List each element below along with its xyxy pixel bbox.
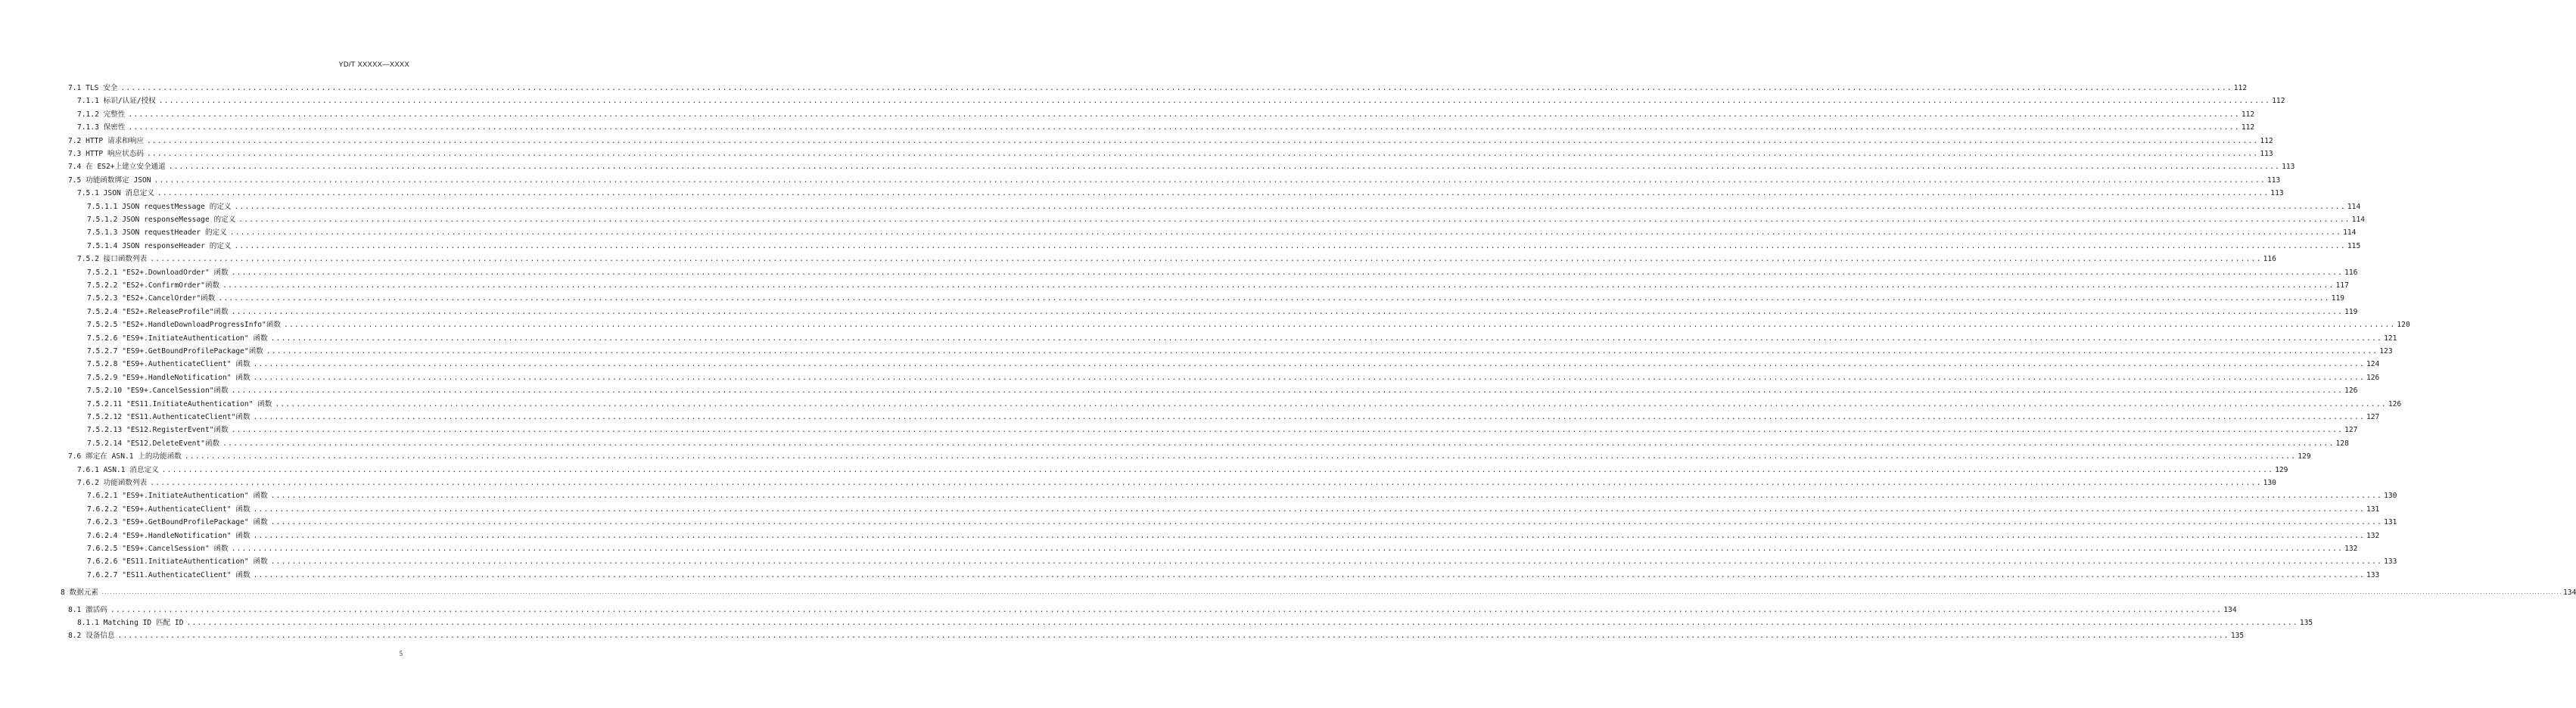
toc-entry-label: 7.6.2.6 "ES11.InitiateAuthentication" 函数 [87,557,268,567]
toc-entry-label: 7.5.2.4 "ES2+.ReleaseProfile"函数 [87,307,229,316]
toc-entry-label: 7.5.1 JSON 消息定义 [77,189,154,198]
toc-entry-page: 129 [2298,452,2311,461]
toc-leader-dots: ................................................................................................................................................................................................................................................................................................................................................................................................................ [186,619,2298,627]
toc-entry-label: 7.6.2 功能函数列表 [77,479,148,487]
toc-entry-label: 7.5.1.1 JSON requestMessage 的定义 [87,202,232,211]
toc-entry[interactable] [87,436,2349,449]
toc-entry-label: 7.5.2.6 "ES9+.InitiateAuthentication" 函数 [87,334,268,343]
toc-entry[interactable] [87,304,2358,317]
toc-leader-dots: ................................................................................................................................................................................................................................................................................................................................................................................................................ [110,605,2223,614]
toc-entry-label: 7.6.2.1 "ES9+.InitiateAuthentication" 函数 [87,492,268,501]
toc-entry-label: 7.5.1.3 JSON requestHeader 的定义 [87,228,227,238]
toc-leader-dots: .................................................................................................................................................................................................................................................................................................................................................................................................................................................................................................................................................................................................................................................................................................................................................................................................................................................................................................................................... [101,590,2562,596]
toc-leader-dots: ................................................................................................................................................................................................................................................................................................................................................................................................................ [275,399,2387,408]
toc-entry-page: 126 [2366,373,2380,382]
toc-entry[interactable] [68,159,2295,172]
toc-entry-page: 133 [2384,557,2397,567]
toc-entry[interactable] [61,585,2576,598]
toc-leader-dots: ................................................................................................................................................................................................................................................................................................................................................................................................................ [231,426,2344,435]
toc-entry-label: 7.5.2.8 "ES9+.AuthenticateClient" 函数 [87,360,250,369]
toc-entry[interactable] [87,541,2358,554]
toc-entry[interactable] [77,615,2313,628]
toc-leader-dots: ................................................................................................................................................................................................................................................................................................................................................................................................................ [117,632,2229,641]
toc-entry-label: 7.5.2.12 "ES11.AuthenticateClient"函数 [87,413,250,421]
toc-entry[interactable] [87,514,2397,527]
toc-entry-page: 112 [2233,84,2248,92]
toc-entry-label: 8.1.1 Matching ID 匹配 ID [77,619,184,627]
toc-entry-label: 7.4 在 ES2+上建立安全通道 [68,163,166,172]
toc-entry-page: 131 [2384,518,2397,527]
toc-entry-label: 7.2 HTTP 请求和响应 [68,136,144,145]
toc-entry[interactable] [87,290,2345,303]
toc-entry-page: 117 [2335,281,2349,290]
toc-entry-page: 113 [2270,189,2284,198]
toc-entry[interactable] [87,199,2361,212]
toc-entry[interactable] [77,475,2276,488]
toc-entry-page: 120 [2397,321,2410,330]
toc-leader-dots: ................................................................................................................................................................................................................................................................................................................................................................................................................ [229,228,2342,238]
toc-entry-label: 7.5.2.1 "ES2+.DownloadOrder" 函数 [87,268,229,277]
toc-entry[interactable] [77,107,2255,120]
toc-entry-page: 119 [2344,307,2358,316]
toc-leader-dots: ................................................................................................................................................................................................................................................................................................................................................................................................................ [253,373,2365,382]
toc-entry-label: 7.6.2.2 "ES9+.AuthenticateClient" 函数 [87,505,250,514]
toc-leader-dots: ................................................................................................................................................................................................................................................................................................................................................................................................................ [146,136,2259,145]
toc-leader-dots: ................................................................................................................................................................................................................................................................................................................................................................................................................ [168,163,2281,172]
toc-entry-page: 124 [2366,360,2380,369]
toc-leader-dots: ................................................................................................................................................................................................................................................................................................................................................................................................................ [150,479,2262,487]
toc-entry-page: 128 [2335,439,2349,448]
toc-entry-label: 7.5 功能函数绑定 JSON [68,175,151,185]
toc-entry[interactable] [77,251,2276,264]
toc-leader-dots: ................................................................................................................................................................................................................................................................................................................................................................................................................ [157,189,2270,198]
toc-leader-dots: ................................................................................................................................................................................................................................................................................................................................................................................................................ [253,570,2365,579]
toc-leader-dots: ................................................................................................................................................................................................................................................................................................................................................................................................................ [253,360,2365,369]
toc-leader-dots: ................................................................................................................................................................................................................................................................................................................................................................................................................ [161,465,2274,474]
toc-entry-page: 113 [2266,175,2281,185]
toc-entry[interactable] [87,383,2358,396]
toc-entry-page: 130 [2384,492,2397,501]
toc-entry-page: 112 [2272,97,2285,106]
toc-entry[interactable] [68,628,2245,641]
toc-leader-dots: ................................................................................................................................................................................................................................................................................................................................................................................................................ [154,175,2266,185]
document-code-header: YD/T XXXXX—XXXX [338,61,409,69]
toc-entry[interactable] [87,225,2357,238]
toc-entry-label: 7.5.2.2 "ES2+.ConfirmOrder"函数 [87,281,220,290]
toc-leader-dots: ................................................................................................................................................................................................................................................................................................................................................................................................................ [284,321,2396,330]
toc-entry-page: 113 [2260,150,2273,158]
toc-entry[interactable] [87,422,2358,435]
toc-entry-label: 7.6.2.3 "ES9+.GetBoundProfilePackage" 函数 [87,518,268,527]
toc-leader-dots: ................................................................................................................................................................................................................................................................................................................................................................................................................ [128,110,2240,119]
toc-entry-label: 7.6 绑定在 ASN.1 上的功能函数 [68,452,182,461]
toc-entry[interactable] [87,396,2402,409]
toc-entry-page: 114 [2343,228,2357,238]
toc-entry-label: 7.6.2.5 "ES9+.CancelSession" 函数 [87,545,229,553]
toc-entry-page: 134 [2563,588,2576,598]
toc-entry-page: 113 [2282,163,2295,172]
toc-entry-label: 8.2 设备信息 [68,632,115,641]
toc-entry-page: 132 [2344,545,2358,553]
toc-entry[interactable] [77,185,2284,198]
toc-entry-label: 7.5.2.5 "ES2+.HandleDownloadProgressInfo"函数 [87,321,282,330]
toc-entry-page: 130 [2263,479,2276,487]
toc-leader-dots: ................................................................................................................................................................................................................................................................................................................................................................................................................ [218,294,2330,303]
toc-entry-label: 7.5.2 接口函数列表 [77,255,148,264]
toc-entry-label: 7.5.2.3 "ES2+.CancelOrder"函数 [87,294,216,303]
toc-entry-label: 7.5.2.13 "ES12.RegisterEvent"函数 [87,426,229,435]
toc-entry[interactable] [87,278,2349,290]
toc-leader-dots: ................................................................................................................................................................................................................................................................................................................................................................................................................ [146,150,2259,158]
toc-leader-dots: ................................................................................................................................................................................................................................................................................................................................................................................................................ [270,334,2383,343]
toc-entry-page: 114 [2351,216,2365,224]
toc-leader-dots: ................................................................................................................................................................................................................................................................................................................................................................................................................ [128,123,2240,132]
toc-entry-page: 116 [2263,255,2276,264]
toc-entry[interactable] [77,462,2288,475]
toc-entry-label: 8 数据元素 [61,588,98,598]
toc-entry-page: 135 [2230,632,2245,641]
toc-leader-dots: ................................................................................................................................................................................................................................................................................................................................................................................................................ [231,545,2344,553]
toc-entry-page: 123 [2379,347,2393,356]
toc-entry-label: 8.1 激活码 [68,605,107,614]
toc-entry-page: 132 [2366,531,2380,540]
toc-entry-page: 112 [2241,110,2255,119]
toc-entry-page: 134 [2223,605,2237,614]
toc-entry[interactable] [68,80,2248,93]
toc-entry-page: 114 [2347,202,2361,211]
toc-entry-page: 127 [2344,426,2358,435]
toc-entry-label: 7.1 TLS 安全 [68,84,118,92]
toc-entry[interactable] [87,488,2397,501]
toc-leader-dots: ................................................................................................................................................................................................................................................................................................................................................................................................................ [253,505,2365,514]
toc-entry-page: 119 [2331,294,2345,303]
toc-entry[interactable] [87,567,2380,580]
toc-leader-dots: ................................................................................................................................................................................................................................................................................................................................................................................................................ [120,84,2232,92]
toc-entry[interactable] [87,528,2380,541]
toc-entry[interactable] [68,449,2311,461]
toc-leader-dots: ................................................................................................................................................................................................................................................................................................................................................................................................................ [253,531,2365,540]
toc-entry-label: 7.1.3 保密性 [77,123,126,132]
toc-entry[interactable] [87,370,2380,383]
toc-entry-label: 7.5.2.14 "ES12.DeleteEvent"函数 [87,439,220,448]
toc-entry-page: 129 [2275,465,2288,474]
toc-entry[interactable] [87,317,2410,330]
toc-entry[interactable] [87,554,2397,567]
toc-leader-dots: ................................................................................................................................................................................................................................................................................................................................................................................................................ [231,387,2344,396]
toc-leader-dots: ................................................................................................................................................................................................................................................................................................................................................................................................................ [158,97,2271,106]
toc-entry-page: 126 [2344,387,2358,396]
toc-leader-dots: ................................................................................................................................................................................................................................................................................................................................................................................................................ [222,439,2335,448]
toc-leader-dots: ................................................................................................................................................................................................................................................................................................................................................................................................................ [231,307,2344,316]
toc-leader-dots: ................................................................................................................................................................................................................................................................................................................................................................................................................ [231,268,2344,277]
toc-leader-dots: ................................................................................................................................................................................................................................................................................................................................................................................................................ [234,202,2346,211]
toc-leader-dots: ................................................................................................................................................................................................................................................................................................................................................................................................................ [266,347,2378,356]
toc-entry-page: 121 [2384,334,2397,343]
toc-entry[interactable] [87,212,2365,225]
toc-entry-page: 116 [2344,268,2358,277]
toc-entry[interactable] [87,409,2380,422]
toc-leader-dots: ................................................................................................................................................................................................................................................................................................................................................................................................................ [238,216,2350,224]
toc-entry-label: 7.5.2.9 "ES9+.HandleNotification" 函数 [87,373,250,382]
toc-entry-page: 112 [2260,136,2273,145]
toc-entry-label: 7.6.2.7 "ES11.AuthenticateClient" 函数 [87,570,250,579]
toc-entry-label: 7.1.2 完整性 [77,110,126,119]
toc-entry[interactable] [68,172,2281,185]
toc-entry-label: 7.5.2.11 "ES11.InitiateAuthentication" 函数 [87,399,272,408]
toc-leader-dots: ................................................................................................................................................................................................................................................................................................................................................................................................................ [270,518,2383,527]
toc-leader-dots: ................................................................................................................................................................................................................................................................................................................................................................................................................ [150,255,2262,264]
page-number: 5 [399,650,403,657]
toc-leader-dots: ................................................................................................................................................................................................................................................................................................................................................................................................................ [270,492,2383,501]
toc-entry-page: 115 [2347,241,2361,250]
toc-leader-dots: ................................................................................................................................................................................................................................................................................................................................................................................................................ [222,281,2335,290]
toc-leader-dots: ................................................................................................................................................................................................................................................................................................................................................................................................................ [270,557,2383,567]
toc-entry-page: 126 [2388,399,2402,408]
toc-entry-page: 127 [2366,413,2380,421]
toc-entry-label: 7.3 HTTP 响应状态码 [68,150,144,158]
toc-entry[interactable] [77,120,2255,132]
toc-entry-label: 7.5.1.4 JSON responseHeader 的定义 [87,241,232,250]
toc-entry[interactable] [68,133,2273,146]
toc-entry[interactable] [77,93,2285,106]
toc-entry-label: 7.5.2.7 "ES9+.GetBoundProfilePackage"函数 [87,347,263,356]
toc-entry[interactable] [87,331,2397,343]
toc-entry[interactable] [87,502,2380,514]
toc-entry-label: 7.5.1.2 JSON responseMessage 的定义 [87,216,236,224]
toc-entry[interactable] [87,265,2358,278]
toc-entry-label: 7.5.2.10 "ES9+.CancelSession"函数 [87,387,229,396]
toc-entry-label: 7.6.2.4 "ES9+.HandleNotification" 函数 [87,531,250,540]
toc-entry-page: 135 [2299,619,2313,627]
toc-entry-page: 133 [2366,570,2380,579]
toc-entry[interactable] [87,356,2380,369]
toc-entry[interactable] [68,602,2237,615]
toc-entry[interactable] [68,146,2273,159]
toc-entry-label: 7.6.1 ASN.1 消息定义 [77,465,159,474]
toc-entry[interactable] [87,343,2393,356]
toc-entry-page: 112 [2241,123,2255,132]
toc-entry[interactable] [87,238,2361,251]
toc-leader-dots: ................................................................................................................................................................................................................................................................................................................................................................................................................ [184,452,2297,461]
toc-entry-page: 131 [2366,505,2380,514]
toc-leader-dots: ................................................................................................................................................................................................................................................................................................................................................................................................................ [253,413,2365,421]
toc-leader-dots: ................................................................................................................................................................................................................................................................................................................................................................................................................ [234,241,2346,250]
toc-entry-label: 7.1.1 标识/认证/授权 [77,97,156,106]
